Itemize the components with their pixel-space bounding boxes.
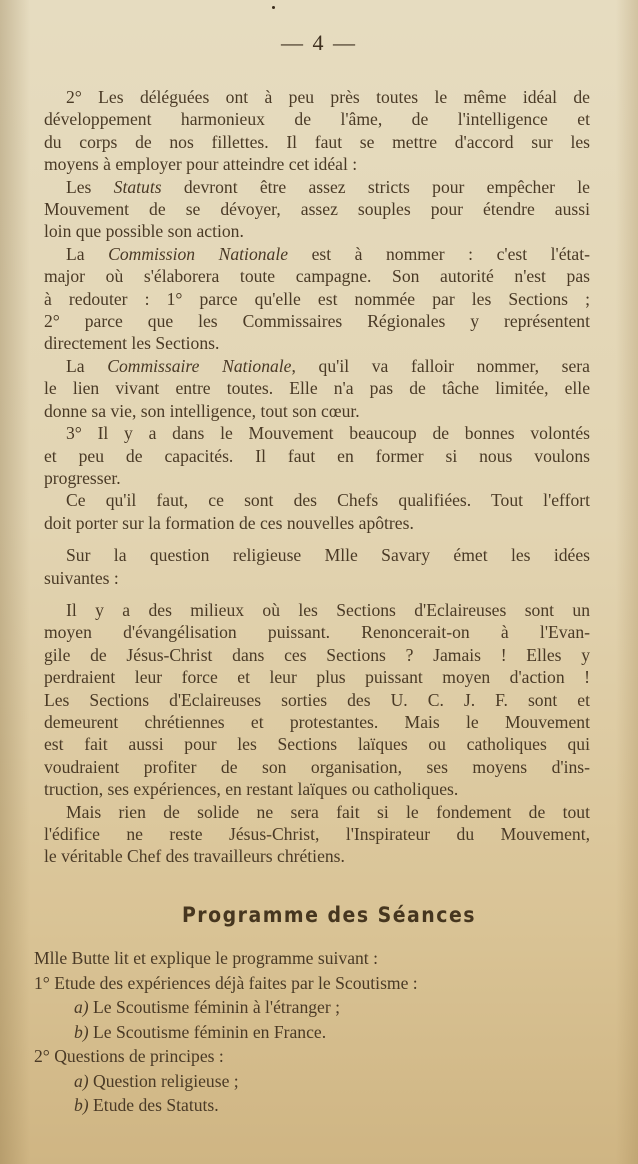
text-line: est fait aussi pour les Sections laïques ou catholiques qui bbox=[44, 734, 590, 755]
text-line: doit porter sur la formation de ces nouvelles apôtres. bbox=[44, 512, 414, 533]
text-line: l'édifice ne reste Jésus-Christ, l'Inspirateur du Mouvement, bbox=[44, 824, 590, 844]
text-line: développement harmonieux de l'âme, de l'intelligence et bbox=[44, 109, 590, 130]
paragraph bbox=[44, 489, 590, 534]
subitem-text: Le Scoutisme féminin en France. bbox=[88, 1021, 327, 1042]
body-text bbox=[44, 86, 590, 868]
text-line: La Commissaire Nationale, qu'il va falloir nommer, sera bbox=[66, 355, 590, 376]
paragraph bbox=[44, 176, 590, 243]
paragraph bbox=[44, 355, 590, 422]
ink-speck bbox=[272, 6, 275, 9]
subitem-marker: b) bbox=[74, 1095, 89, 1115]
italic-term: Commission Nationale bbox=[108, 243, 289, 264]
paragraph bbox=[44, 599, 590, 801]
text-line: directement les Sections. bbox=[44, 333, 220, 354]
subitem-marker: a) bbox=[74, 1070, 89, 1091]
text-line: Il y a des milieux où les Sections d'Eclaireuses sont un bbox=[66, 599, 590, 620]
programme-items bbox=[34, 971, 554, 1118]
text-line: donne sa vie, son intelligence, tout son cœur. bbox=[44, 400, 360, 421]
text-line: truction, ses expériences, en restant laïques ou catholiques. bbox=[44, 779, 459, 800]
subitem-text: Question religieuse ; bbox=[88, 1070, 239, 1091]
programme-subitem bbox=[34, 995, 554, 1020]
programme-item: 1° Etude des expériences déjà faites par le Scoutisme : bbox=[34, 972, 418, 993]
text-line: 2° Les déléguées ont à peu près toutes le même idéal de bbox=[66, 87, 590, 107]
text-line: Les Statuts devront être assez stricts pour empêcher le bbox=[66, 176, 590, 197]
italic-term: Commissaire Nationale bbox=[107, 355, 292, 376]
section-title: Programme des Séances bbox=[181, 903, 477, 927]
text-line: major où s'élaborera toute campagne. Son autorité n'est pas bbox=[44, 266, 590, 287]
text-line: 2° parce que les Commissaires Régionales y représentent bbox=[44, 311, 590, 332]
text-line: Mais rien de solide ne sera fait si le fondement de tout bbox=[66, 801, 590, 822]
programme bbox=[34, 946, 554, 1118]
text-line: Mouvement de se dévoyer, assez souples pour étendre aussi bbox=[44, 199, 590, 220]
text-line: moyens à employer pour atteindre cet idéal : bbox=[44, 154, 358, 175]
text-line: Sur la question religieuse Mlle Savary émet les idées bbox=[66, 545, 590, 566]
text-line: demeurent chrétiennes et protestantes. Mais le Mouvement bbox=[44, 711, 590, 732]
text-line: suivantes : bbox=[44, 567, 119, 588]
text-line: voudraient profiter de son organisation, ses moyens d'ins- bbox=[44, 756, 590, 777]
text-line: loin que possible son action. bbox=[44, 221, 244, 242]
subitem-text: Le Scoutisme féminin à l'étranger ; bbox=[88, 997, 341, 1017]
paragraph bbox=[44, 422, 590, 489]
programme-subitem bbox=[34, 1069, 554, 1094]
subitem-marker: b) bbox=[74, 1021, 89, 1042]
page-number: — 4 — bbox=[281, 30, 357, 55]
text-line: La Commission Nationale est à nommer : c'est l'état- bbox=[66, 243, 590, 264]
text-line: à redouter : 1° parce qu'elle est nommée par les Sections ; bbox=[44, 288, 590, 309]
paragraph bbox=[44, 544, 590, 589]
programme-item: 2° Questions de principes : bbox=[34, 1046, 224, 1066]
paragraph bbox=[44, 86, 590, 176]
text-line: gile de Jésus-Christ dans ces Sections ? Jamais ! Elles y bbox=[44, 644, 590, 665]
text-line: 3° Il y a dans le Mouvement beaucoup de bonnes volontés bbox=[66, 423, 590, 444]
programme-intro: Mlle Butte lit et explique le programme suivant : bbox=[34, 948, 378, 968]
text-line: moyen d'évangélisation puissant. Renoncerait-on à l'Evan- bbox=[44, 622, 590, 643]
subitem-text: Etude des Statuts. bbox=[88, 1095, 219, 1115]
italic-term: Statuts bbox=[113, 176, 162, 197]
text-line: progresser. bbox=[44, 467, 121, 488]
text-line: du corps de nos fillettes. Il faut se mettre d'accord sur les bbox=[44, 131, 590, 152]
programme-subitem bbox=[34, 1020, 554, 1045]
text-line: et peu de capacités. Il faut en former si nous voulons bbox=[44, 445, 590, 466]
programme-subitem bbox=[34, 1093, 554, 1118]
text-line: le lien vivant entre toutes. Elle n'a pas de tâche limitée, elle bbox=[44, 378, 590, 399]
text-line: le véritable Chef des travailleurs chrétiens. bbox=[44, 846, 345, 867]
paragraph bbox=[44, 243, 590, 355]
subitem-marker: a) bbox=[74, 997, 89, 1017]
paragraph bbox=[44, 801, 590, 868]
text-line: Les Sections d'Eclaireuses sorties des U. C. J. F. sont et bbox=[44, 689, 590, 710]
text-line: perdraient leur force et leur plus puissant moyen d'action ! bbox=[44, 667, 590, 688]
text-line: Ce qu'il faut, ce sont des Chefs qualifiées. Tout l'effort bbox=[66, 490, 590, 511]
